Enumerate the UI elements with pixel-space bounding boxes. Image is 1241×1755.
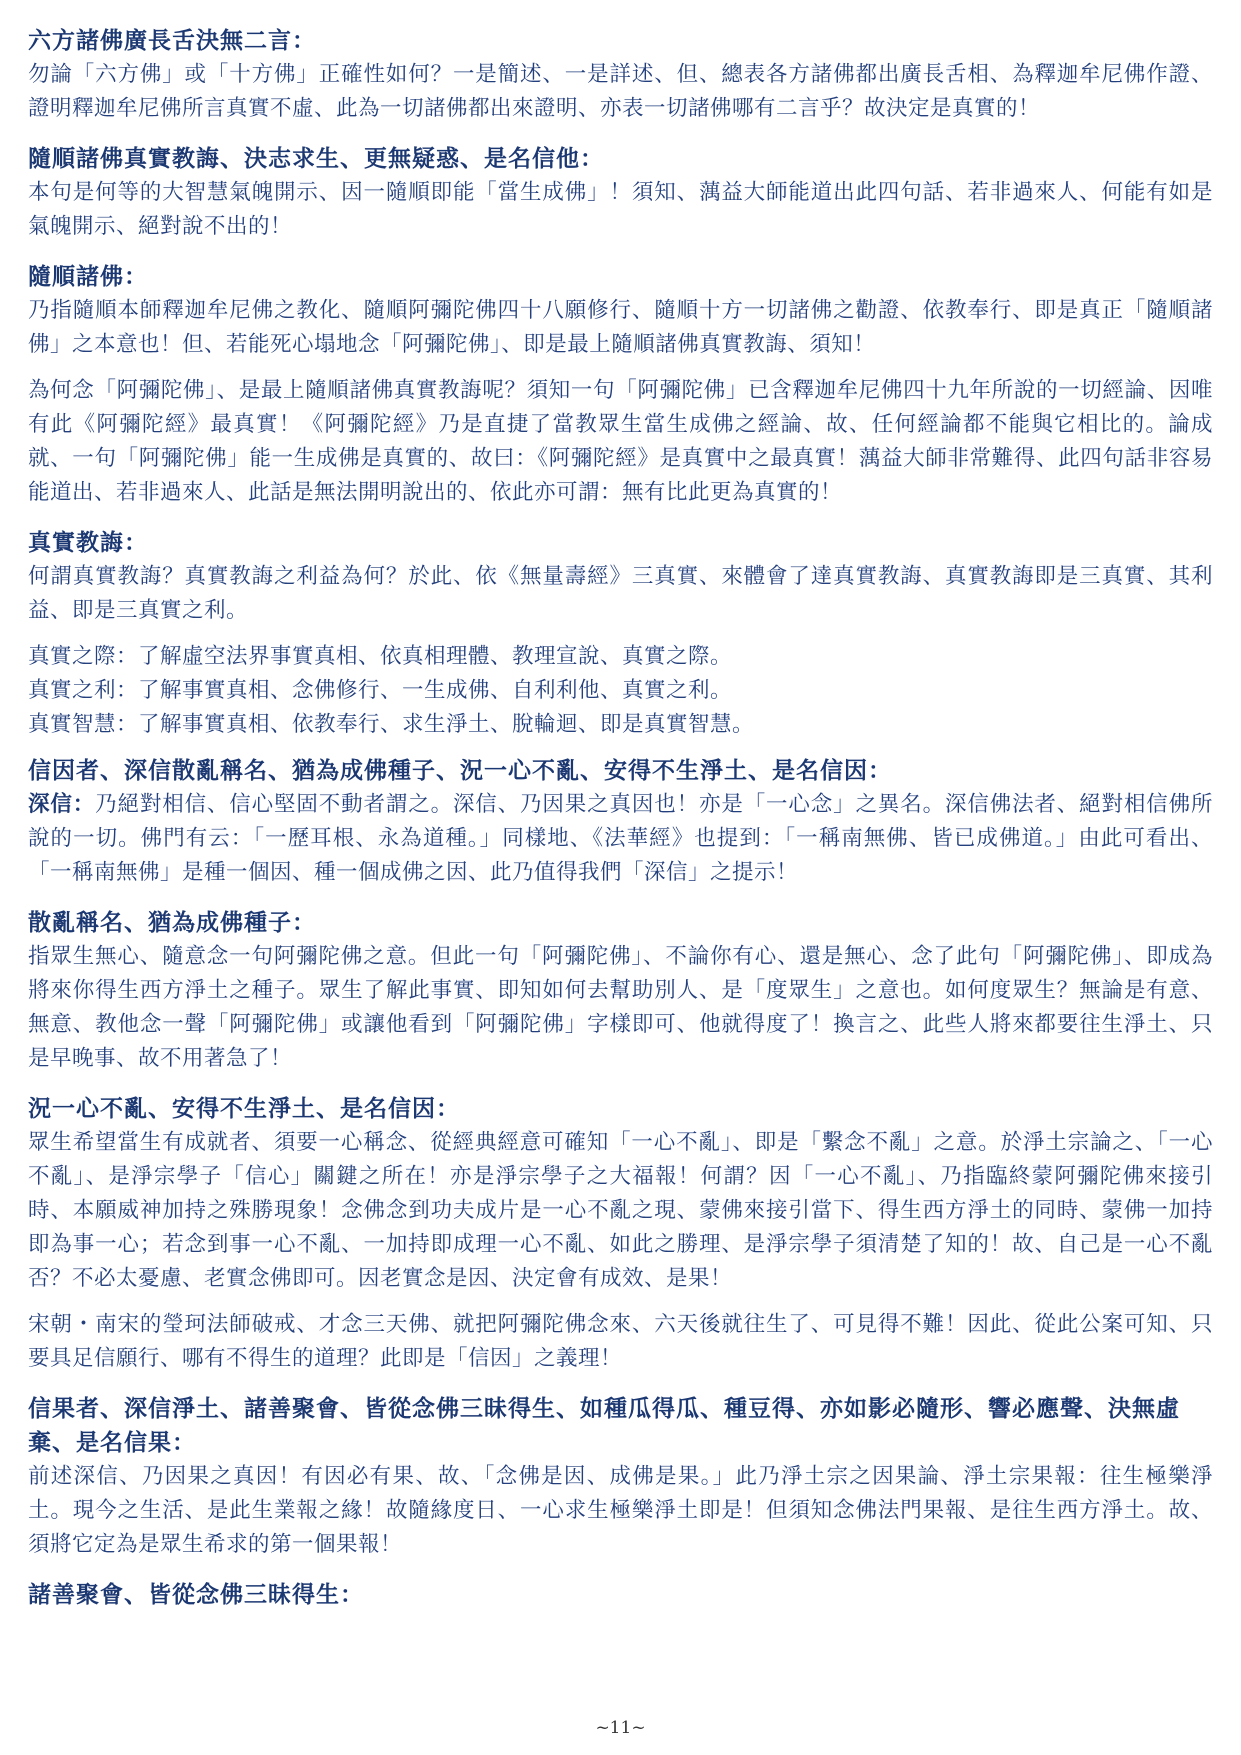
- list-item: 真實之際：了解虛空法界事實真相、依真相理體、教理宣說、真實之際。: [28, 644, 733, 669]
- section-heading: 況一心不亂、安得不生淨土、是名信因：: [28, 1095, 460, 1122]
- paragraph: 為何念「阿彌陀佛」、是最上隨順諸佛真實教誨呢？須知一句「阿彌陀佛」已含釋迦牟尼佛四十九年所說的一切經論、因唯有此《阿彌陀經》最真實！《阿彌陀經》乃是直捷了當教眾生當生成佛之經論、故、任何經論都不能與它相比的。論成就、一句「阿彌陀佛」能一生成佛是真實的、故曰：《阿彌陀經》是真實中之最真實！蕅益大師非常難得、此四句話非容易能道出、若非過來人、此話是無法開明說出的、依此亦可謂：無有比此更為真實的！: [28, 378, 1213, 505]
- paragraph: 指眾生無心、隨意念一句阿彌陀佛之意。但此一句「阿彌陀佛」、不論你有心、還是無心、念了此句「阿彌陀佛」、即成為將來你得生西方淨土之種子。眾生了解此事實、即知如何去幫助別人、是「度眾生」之意也。如何度眾生？無論是有意、無意、教他念一聲「阿彌陀佛」或讓他看到「阿彌陀佛」字樣即可、他就得度了！換言之、此些人將來都要往生淨土、只是早晚事、故不用著急了！: [28, 944, 1213, 1071]
- list-item: 真實之利：了解事實真相、念佛修行、一生成佛、自利利他、真實之利。: [28, 678, 733, 703]
- paragraph: 乃指隨順本師釋迦牟尼佛之教化、隨順阿彌陀佛四十八願修行、隨順十方一切諸佛之勸證、依教奉行、即是真正「隨順諸佛」之本意也！但、若能死心塌地念「阿彌陀佛」、即是最上隨順諸佛真實教誨、須知！: [28, 298, 1213, 357]
- page-number: ~11~: [595, 1718, 646, 1738]
- paragraph: 前述深信、乃因果之真因！有因必有果、故、「念佛是因、成佛是果。」此乃淨土宗之因果論、淨土宗果報：往生極樂淨土。現今之生活、是此生業報之緣！故隨緣度日、一心求生極樂淨土即是！但須知念佛法門果報、是往生西方淨土。故、須將它定為是眾生希求的第一個果報！: [28, 1464, 1213, 1557]
- paragraph: 眾生希望當生有成就者、須要一心稱念、從經典經意可確知「一心不亂」、即是「繫念不亂」之意。於淨土宗論之、「一心不亂」、是淨宗學子「信心」關鍵之所在！亦是淨宗學子之大福報！何謂？因「一心不亂」、乃指臨終蒙阿彌陀佛來接引時、本願威神加持之殊勝現象！念佛念到功夫成片是一心不亂之現、蒙佛來接引當下、得生西方淨土的同時、蒙佛一加持即為事一心；若念到事一心不亂、一加持即成理一心不亂、如此之勝理、是淨宗學子須清楚了知的！故、自己是一心不亂否？不必太憂慮、老實念佛即可。因老實念是因、決定會有成效、是果！: [28, 1130, 1213, 1291]
- section-heading: 信因者、深信散亂稱名、猶為成佛種子、況一心不亂、安得不生淨土、是名信因：: [28, 757, 892, 784]
- section-heading: 六方諸佛廣長舌決無二言：: [28, 27, 316, 54]
- paragraph: 何謂真實教誨？真實教誨之利益為何？於此、依《無量壽經》三真實、來體會了達真實教誨、真實教誨即是三真實、其利益、即是三真實之利。: [28, 564, 1213, 623]
- section-heading: 隨順諸佛：: [28, 263, 148, 290]
- section-heading: 真實教誨：: [28, 529, 148, 556]
- paragraph-body: 乃絕對相信、信心堅固不動者謂之。深信、乃因果之真因也！亦是「一心念」之異名。深信佛法者、絕對相信佛所說的一切。佛門有云：「一歷耳根、永為道種。」同樣地、《法華經》也提到：「一稱南無佛、皆已成佛道。」由此可看出、「一稱南無佛」是種一個因、種一個成佛之因、此乃值得我們「深信」之提示！: [28, 792, 1213, 885]
- paragraph-lead: 深信：: [28, 792, 96, 817]
- list-item: 真實智慧：了解事實真相、依教奉行、求生淨土、脫輪迴、即是真實智慧。: [28, 712, 755, 737]
- section-heading: 散亂稱名、猶為成佛種子：: [28, 909, 316, 936]
- section-heading: 諸善聚會、皆從念佛三昧得生：: [28, 1581, 364, 1608]
- paragraph: 宋朝・南宋的瑩珂法師破戒、才念三天佛、就把阿彌陀佛念來、六天後就往生了、可見得不難！因此、從此公案可知、只要具足信願行、哪有不得生的道理？此即是「信因」之義理！: [28, 1312, 1213, 1371]
- section-heading: 隨順諸佛真實教誨、決志求生、更無疑惑、是名信他：: [28, 145, 604, 172]
- section-heading: 信果者、深信淨土、諸善聚會、皆從念佛三昧得生、如種瓜得瓜、種豆得、亦如影必隨形、響必應聲、決無虛棄、是名信果：: [28, 1395, 1180, 1456]
- paragraph: [28, 788, 1213, 890]
- paragraph: 勿論「六方佛」或「十方佛」正確性如何？一是簡述、一是詳述、但、總表各方諸佛都出廣長舌相、為釋迦牟尼佛作證、證明釋迦牟尼佛所言真實不虛、此為一切諸佛都出來證明、亦表一切諸佛哪有二言乎？故決定是真實的！: [28, 62, 1213, 121]
- paragraph: 本句是何等的大智慧氣魄開示、因一隨順即能「當生成佛」！須知、蕅益大師能道出此四句話、若非過來人、何能有如是氣魄開示、絕對說不出的！: [28, 180, 1213, 239]
